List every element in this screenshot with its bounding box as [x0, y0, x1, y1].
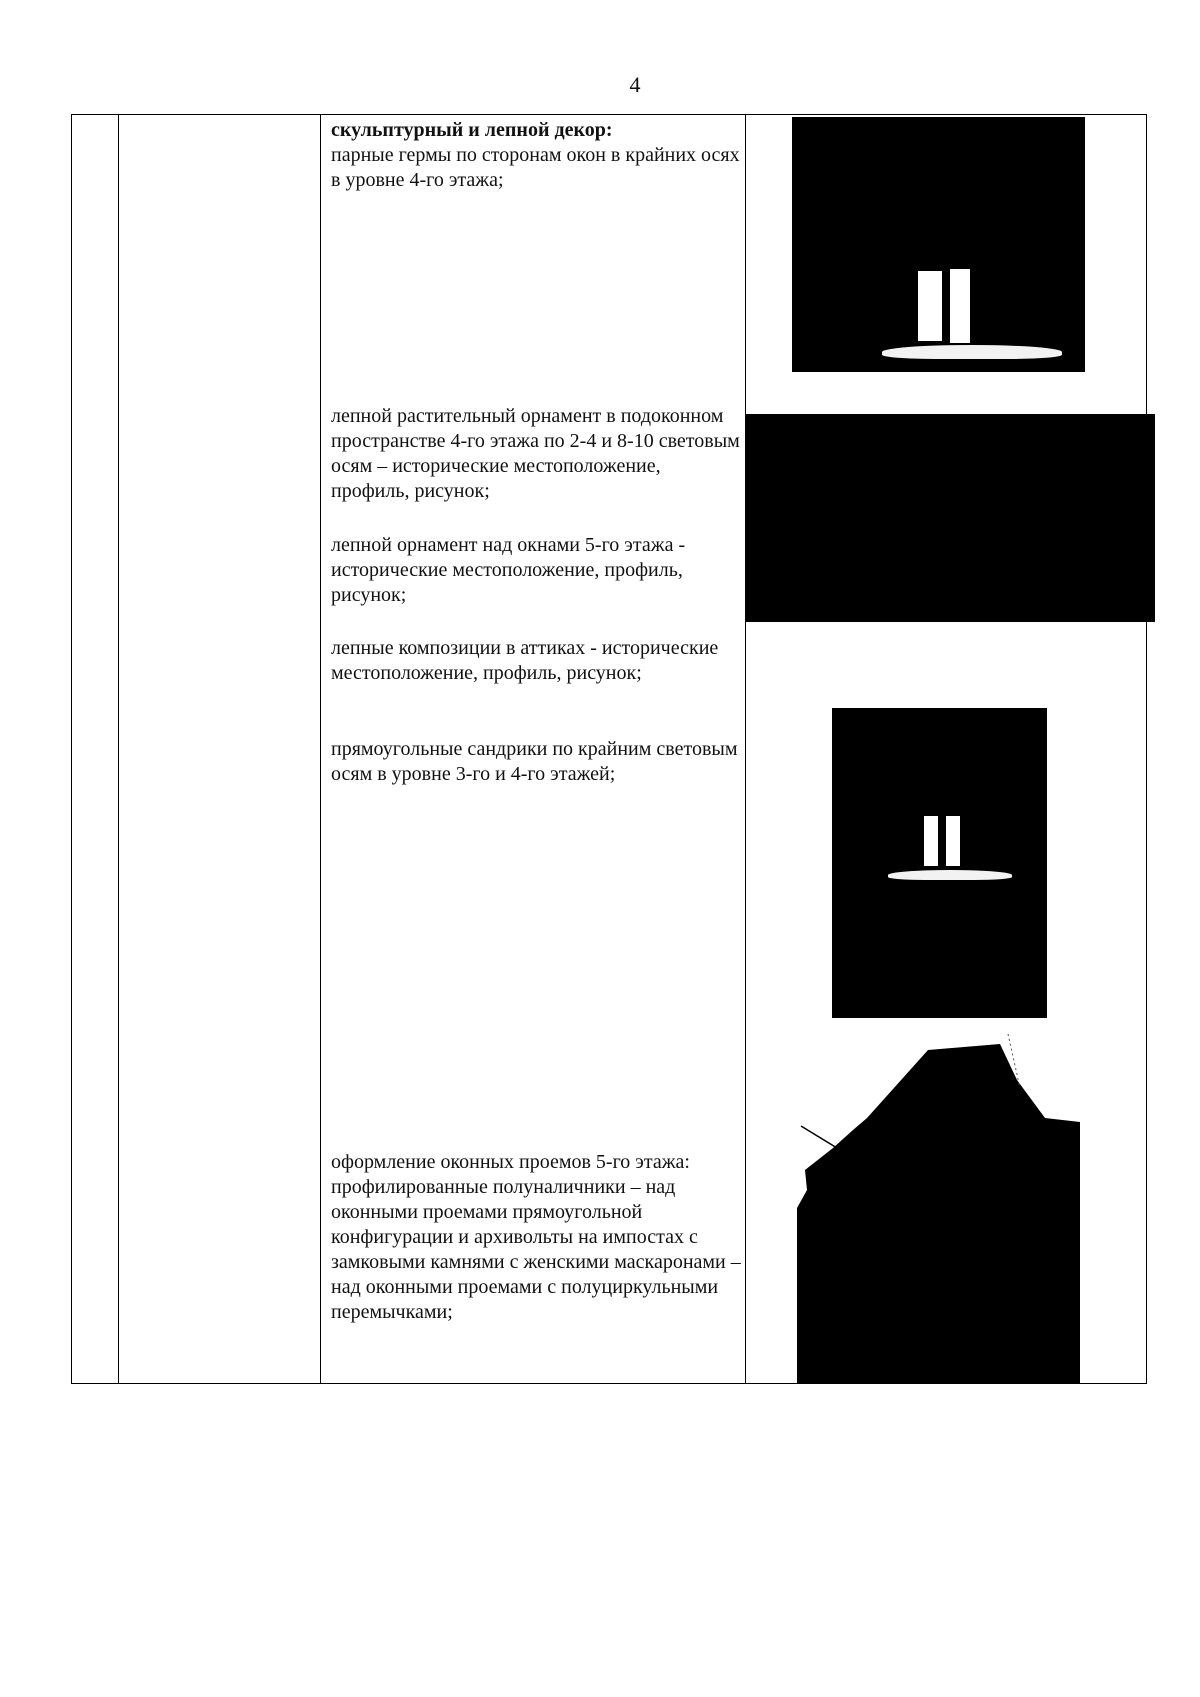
table-column-divider — [745, 114, 746, 1384]
facade-photo — [795, 1030, 1085, 1384]
window-icon — [924, 816, 938, 866]
list-item: парные гермы по сторонам окон в крайних осях в уровне 4-го этажа; — [331, 144, 740, 191]
table-cell-text — [331, 118, 741, 193]
list-item: оформление оконных проемов 5-го этажа: профилированные полуналичники – над оконными проемами прямоугольной конфигурации и архивольты на импостах с замковыми камнями с женскими маскаронами – над оконными проемами с полуциркульными перемычками; — [331, 1151, 741, 1323]
table-column-divider — [118, 114, 119, 1384]
sill-icon — [882, 345, 1062, 359]
table-column-divider — [320, 114, 321, 1384]
pointer-line-icon — [801, 1126, 837, 1148]
list-item: прямоугольные сандрики по крайним световым осям в уровне 3-го и 4-го этажей; — [331, 738, 738, 785]
section-heading: скульптурный и лепной декор: — [331, 119, 613, 141]
list-item: лепные композиции в аттиках - исторические местоположение, профиль, рисунок; — [331, 637, 719, 684]
sill-icon — [888, 870, 1012, 880]
list-item: лепной орнамент над окнами 5-го этажа - исторические местоположение, профиль, рисунок; — [331, 534, 686, 606]
list-item: лепной растительный орнамент в подоконном пространстве 4-го этажа по 2-4 и 8-10 световым осям – исторические местоположение, профиль, рисунок; — [331, 405, 740, 502]
window-icon — [918, 271, 942, 341]
window-icon — [946, 816, 960, 866]
facade-photo — [745, 414, 1155, 622]
window-icon — [950, 269, 970, 343]
facade-photo — [832, 708, 1047, 1018]
facade-photo — [792, 117, 1085, 372]
building-silhouette-icon — [797, 1044, 1080, 1384]
page-number: 4 — [629, 72, 641, 97]
